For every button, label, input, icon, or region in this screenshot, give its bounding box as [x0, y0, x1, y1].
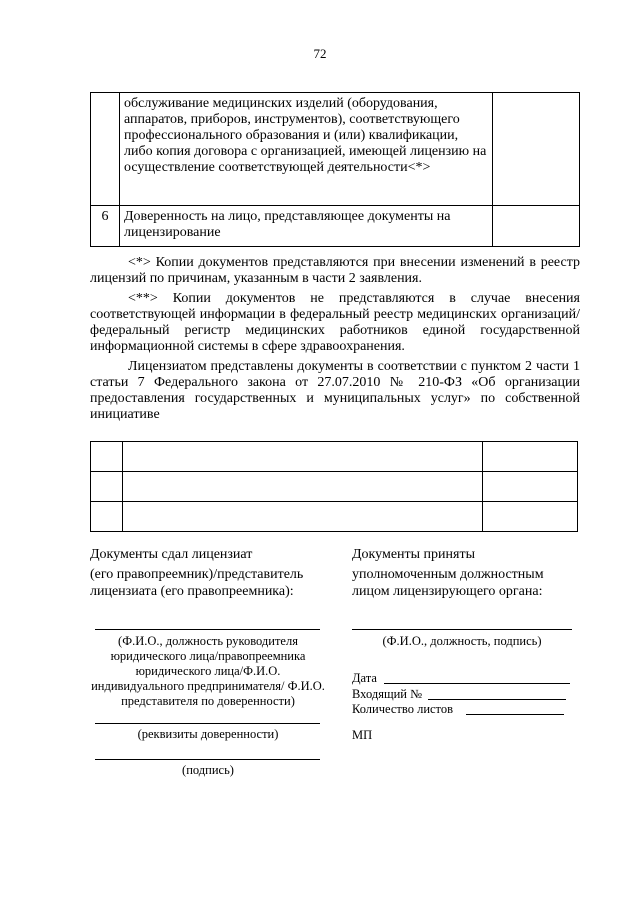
page-number: 72: [313, 46, 327, 61]
footnote-2: <**> Копии документов не представляются в случае внесения соответствующей информации в федеральный реестр медицинских организаций/федеральный регистр медицинских работников единой государственной информационной системы в сфере здравоохранения.: [90, 291, 580, 354]
date-label: Дата: [352, 671, 377, 685]
row-number: [91, 93, 120, 206]
table-row: [91, 93, 580, 206]
signature-line: [95, 759, 320, 760]
date-line: [384, 683, 570, 684]
left-heading-2: (его правопреемник)/представитель: [90, 567, 304, 582]
table-row: [91, 206, 580, 247]
right-heading-2: уполномоченным должностным: [352, 567, 544, 582]
proxy-line: [95, 723, 320, 724]
sheet-count-label: Количество листов: [352, 702, 454, 716]
incoming-number-label: Входящий №: [352, 687, 423, 701]
signature-caption: (подпись): [182, 763, 234, 777]
empty-documents-table: [90, 441, 578, 532]
right-heading-1: Документы приняты: [352, 547, 475, 562]
row-value: [493, 206, 580, 247]
official-caption: (Ф.И.О., должность, подпись): [382, 634, 542, 648]
table-row: [91, 442, 578, 472]
footnote-1: <*> Копии документов представляются при внесении изменений в реестр лицензий по причинам, указанным в части 2 заявления.: [90, 255, 580, 286]
row-number: 6: [91, 206, 120, 247]
incoming-number-line: [428, 699, 566, 700]
table-row: [91, 472, 578, 502]
fio-signature-line: [95, 629, 320, 630]
row-text: Доверенность на лицо, представляющее документы на лицензирование: [120, 206, 493, 247]
left-heading-3: лицензиата (его правопреемника):: [90, 584, 294, 599]
sheet-count-line: [466, 714, 564, 715]
stamp-label: МП: [352, 728, 373, 742]
official-signature-line: [352, 629, 572, 630]
table-row: [91, 502, 578, 532]
row-text: обслуживание медицинских изделий (оборудования, аппаратов, приборов, инструментов), соответствующего профессионального образования и (или) квалификации, либо копия договора с организацией, имеющей лицензию на осуществление соответствующей деятельности<*>: [120, 93, 493, 206]
right-heading-3: лицом лицензирующего органа:: [352, 584, 543, 599]
row-value: [493, 93, 580, 206]
proxy-caption: (реквизиты доверенности): [137, 727, 279, 741]
initiative-paragraph: Лицензиатом представлены документы в соответствии с пунктом 2 части 1 статьи 7 Федерального закона от 27.07.2010 № 210-ФЗ «Об организации предоставления государственных и муниципальных услуг» по собственной инициативе: [90, 359, 580, 422]
left-heading-1: Документы сдал лицензиат: [90, 547, 253, 562]
fio-caption: (Ф.И.О., должность руководителя юридического лица/правопреемника юридического лица/Ф.И.О. индивидуального предпринимателя/ Ф.И.О. представителя по доверенности): [91, 634, 325, 708]
documents-table: [90, 92, 580, 247]
